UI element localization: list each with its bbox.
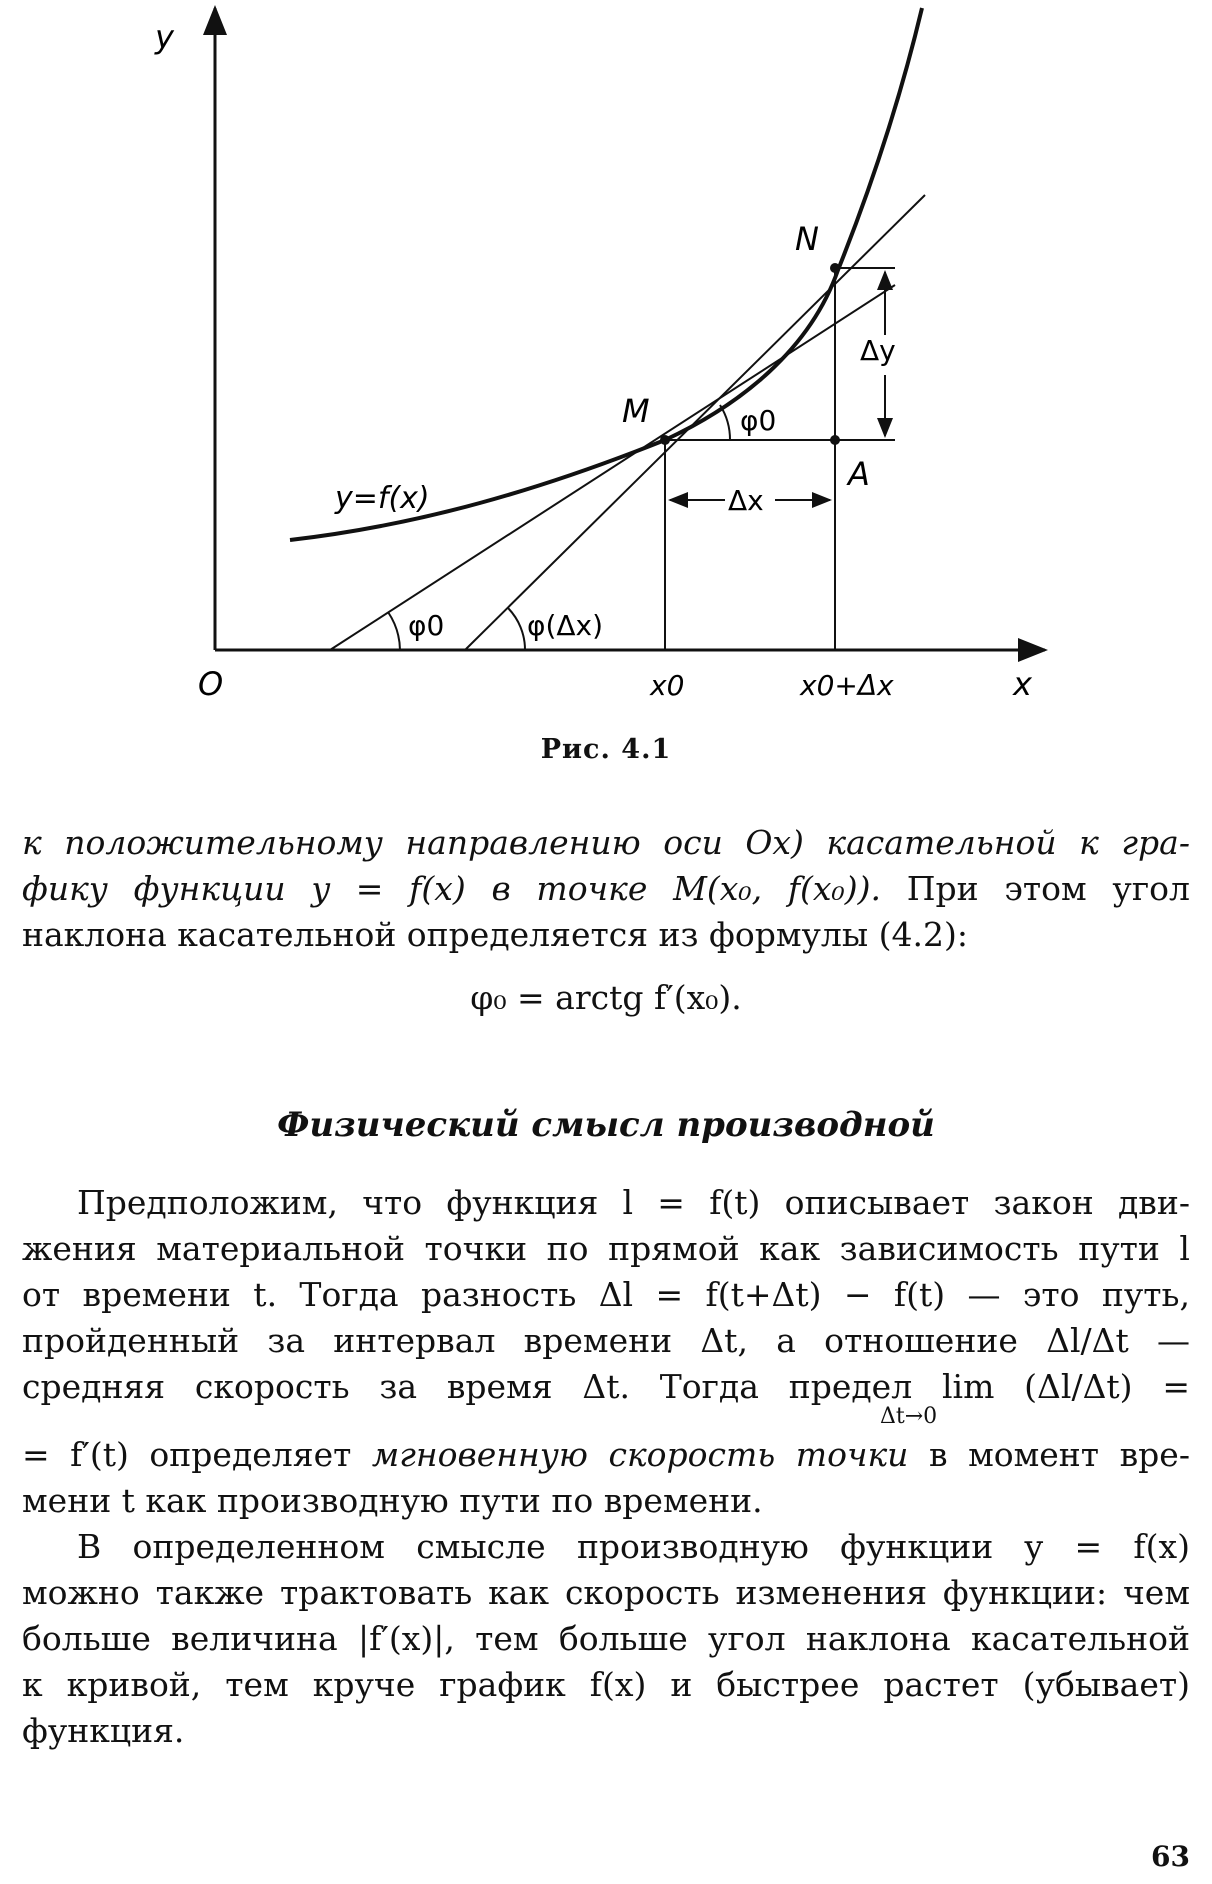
p1-line-1: к положительному направлению оси Ox) касательной к гра-: [22, 823, 1190, 862]
p3-line-1: В определенном смысле производную функции y = f(x): [77, 1527, 1190, 1566]
angle-phi-dx-label: φ(Δx): [527, 609, 604, 642]
tangent-line: [330, 285, 895, 650]
paragraph-2: [22, 1180, 1190, 1410]
limit-subscript: Δt→0: [880, 1404, 938, 1429]
p2-line-7: мени t как производную пути по времени.: [22, 1481, 763, 1520]
point-a-dot: [830, 435, 840, 445]
delta-x-label: Δx: [728, 484, 764, 517]
angle-phi0-top-label: φ0: [740, 404, 777, 437]
paragraph-3: [22, 1524, 1190, 1754]
p3-line-3: больше величина |f′(x)|, тем больше угол наклона касательной: [22, 1619, 1190, 1658]
page-number: 63: [1151, 1840, 1190, 1873]
figure-caption: Рис. 4.1: [540, 734, 672, 765]
y-axis-label: y: [155, 18, 174, 56]
p2-line-3: от времени t. Тогда разность Δl = f(t+Δt) − f(t) — это путь,: [22, 1275, 1190, 1314]
section-heading: Физический смысл производной: [277, 1105, 935, 1145]
angle-arc-phi-dx: [508, 608, 525, 650]
curve-label: y=f(x): [335, 481, 430, 516]
point-m-label: M: [622, 392, 650, 430]
p2-line-6-italic: мгновенную скорость точки: [371, 1435, 909, 1474]
p2-line-4: пройденный за интервал времени Δt, а отношение Δl/Δt —: [22, 1321, 1190, 1360]
tangent-figure: [0, 0, 1212, 760]
p2-line-6a: = f′(t) определяет: [22, 1435, 352, 1474]
point-a-label: A: [848, 455, 870, 493]
delta-y-label: Δy: [860, 334, 896, 367]
paragraph-2-cont: [22, 1432, 1190, 1524]
p1-line-2-normal: При этом угол: [906, 869, 1190, 908]
angle-arc-phi0-bottom: [388, 612, 400, 650]
p1-line-3: наклона касательной определяется из формулы (4.2):: [22, 915, 968, 954]
angle-phi0-bottom-label: φ0: [408, 609, 445, 642]
p2-line-6c: в момент вре-: [928, 1435, 1190, 1474]
tick-x0dx-label: x0+Δx: [800, 669, 894, 702]
p2-line-6: [22, 1432, 1190, 1478]
paragraph-1: [22, 820, 1190, 958]
p1-line-2: [22, 866, 1190, 912]
p3-line-5: функция.: [22, 1711, 185, 1750]
function-curve: [290, 8, 922, 540]
point-n-dot: [830, 263, 840, 273]
x-axis-label: x: [1013, 665, 1032, 703]
p2-line-1: Предположим, что функция l = f(t) описывает закон дви-: [77, 1183, 1190, 1222]
p3-line-4: к кривой, тем круче график f(x) и быстрее растет (убывает): [22, 1665, 1190, 1704]
secant-line: [465, 195, 925, 650]
point-n-label: N: [795, 220, 819, 258]
p1-line-2-italic: фику функции y = f(x) в точке M(x₀, f(x₀)).: [22, 869, 882, 908]
p2-line-2: жения материальной точки по прямой как зависимость пути l: [22, 1229, 1190, 1268]
p2-line-5: средняя скорость за время Δt. Тогда предел lim (Δl/Δt) =: [22, 1367, 1190, 1406]
point-m-dot: [660, 435, 670, 445]
p3-line-2: можно также трактовать как скорость изменения функции: чем: [22, 1573, 1190, 1612]
origin-label: O: [198, 665, 224, 703]
formula: φ₀ = arctg f′(x₀).: [470, 978, 742, 1017]
tick-x0-label: x0: [650, 669, 685, 702]
